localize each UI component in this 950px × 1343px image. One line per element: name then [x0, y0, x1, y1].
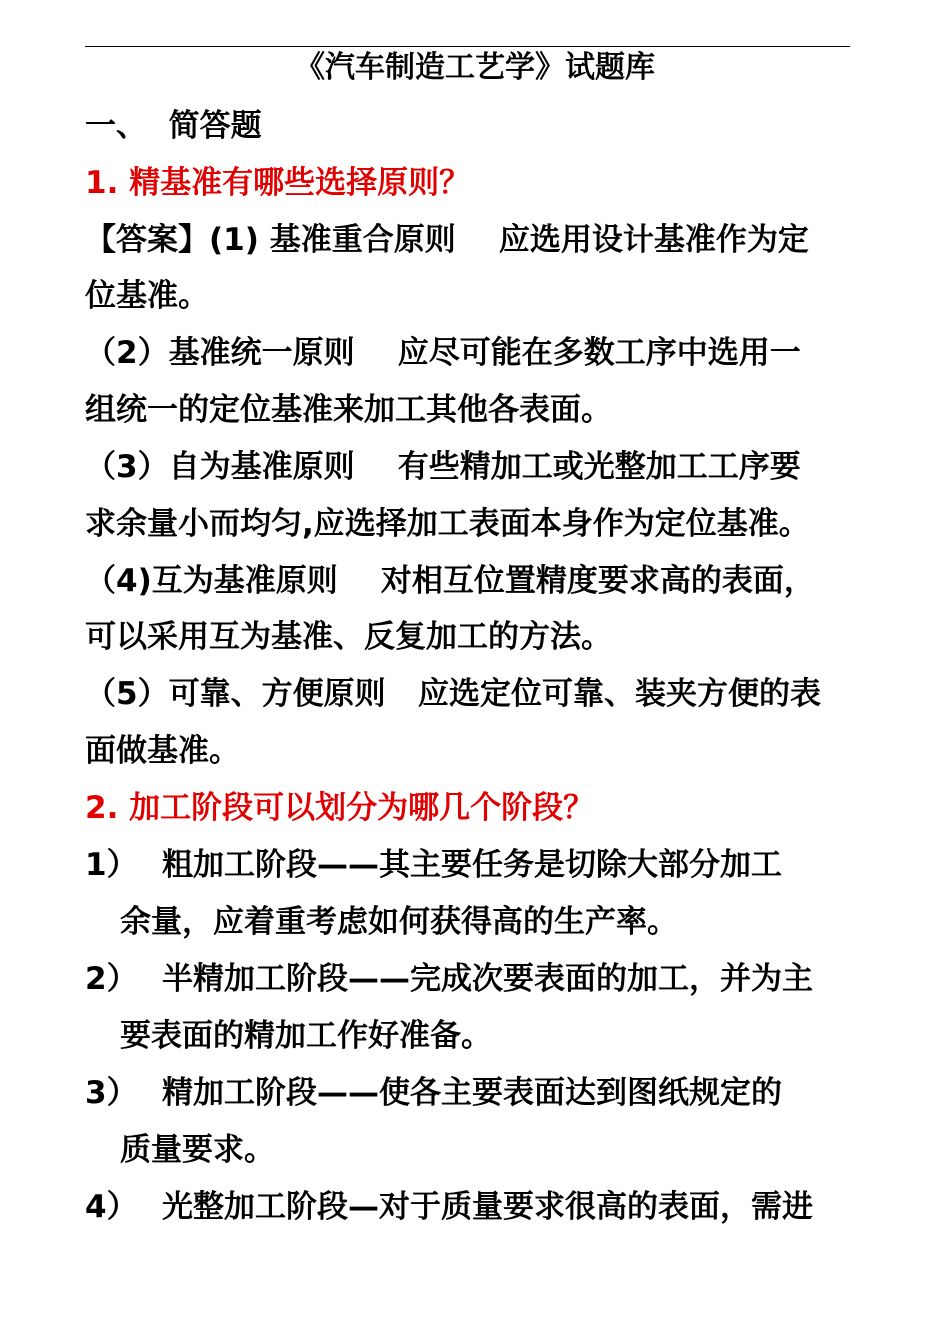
list-item-number: 1） — [85, 847, 138, 883]
answer-line: （5）可靠、方便原则 应选定位可靠、装夹方便的表 — [85, 676, 821, 712]
answer-line: 位基准。 — [85, 278, 209, 314]
list-item-number: 4） — [85, 1189, 138, 1225]
answer-line: 面做基准。 — [85, 733, 240, 769]
list-item-text: 光整加工阶段—对于质量要求很高的表面，需进 — [162, 1189, 813, 1225]
list-item-text: 粗加工阶段——其主要任务是切除大部分加工 — [162, 847, 782, 883]
list-item-text: 余量，应着重考虑如何获得高的生产率。 — [120, 904, 678, 940]
answer-line: 组统一的定位基准来加工其他各表面。 — [85, 392, 612, 428]
header-rule — [85, 46, 850, 47]
list-item-text: 质量要求。 — [120, 1132, 275, 1168]
question-1: 1. 精基准有哪些选择原则？ — [85, 165, 471, 201]
answer-line: （3）自为基准原则 有些精加工或光整加工工序要 — [85, 449, 801, 485]
answer-line: 【答案】(1) 基准重合原则 应选用设计基准作为定 — [85, 222, 809, 258]
list-item-text: 精加工阶段——使各主要表面达到图纸规定的 — [162, 1075, 782, 1111]
section-heading: 一、 简答题 — [85, 108, 262, 144]
question-2: 2. 加工阶段可以划分为哪几个阶段？ — [85, 790, 595, 826]
answer-line: 可以采用互为基准、反复加工的方法。 — [85, 619, 612, 655]
answer-line: 求余量小而均匀,应选择加工表面本身作为定位基准。 — [85, 506, 810, 542]
list-item-number: 2） — [85, 961, 138, 997]
list-item-text: 半精加工阶段——完成次要表面的加工，并为主 — [162, 961, 813, 997]
document-title: 《汽车制造工艺学》试题库 — [295, 50, 655, 85]
list-item-text: 要表面的精加工作好准备。 — [120, 1018, 492, 1054]
list-item-number: 3） — [85, 1075, 138, 1111]
answer-line: （4)互为基准原则 对相互位置精度要求高的表面， — [85, 563, 815, 599]
answer-line: （2）基准统一原则 应尽可能在多数工序中选用一 — [85, 335, 801, 371]
